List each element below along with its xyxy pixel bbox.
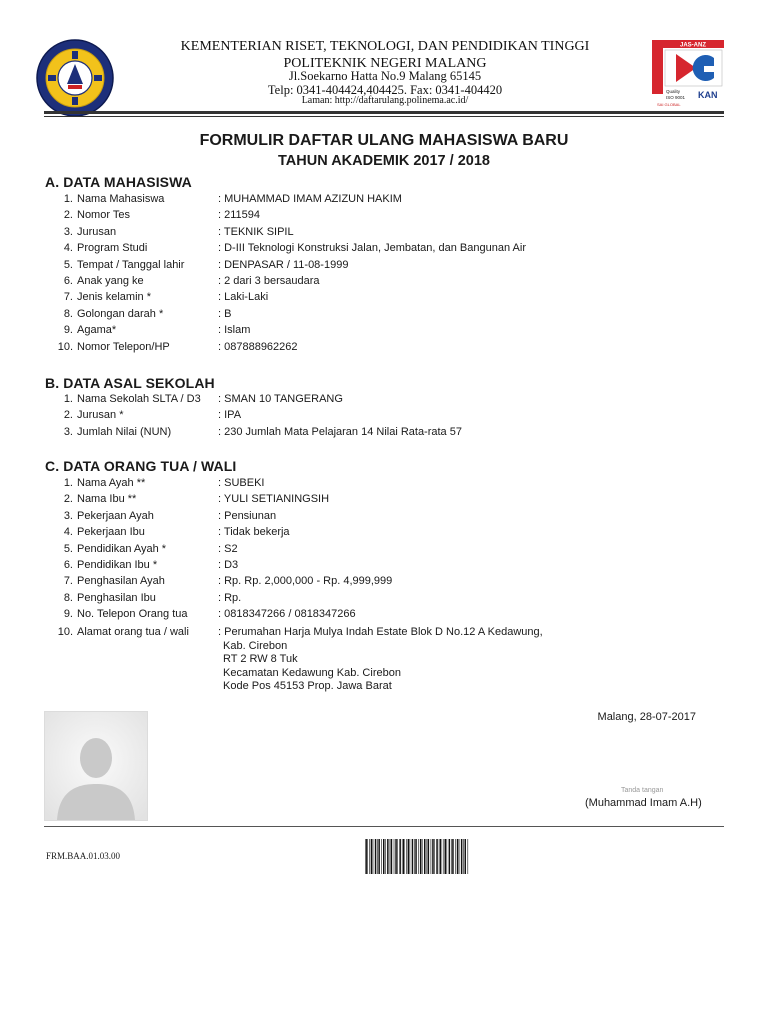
field-number: 3. [63, 425, 73, 438]
field-number: 5. [63, 542, 73, 555]
field-label-text: Pekerjaan Ayah [77, 509, 154, 522]
field-value: : 2 dari 3 bersaudara [218, 275, 320, 287]
header-ministry: KEMENTERIAN RISET, TEKNOLOGI, DAN PENDIDIKAN TINGGI [180, 39, 590, 54]
header-rule-thin [44, 116, 724, 117]
field-value: : 0818347266 / 0818347266 [218, 608, 356, 621]
field-value: : Tidak bekerja [218, 526, 290, 539]
footer-rule [44, 826, 724, 827]
field-value: : TEKNIK SIPIL [218, 225, 294, 238]
field-label-text: Nama Sekolah SLTA / D3 [77, 393, 201, 405]
field-label-text: Pekerjaan Ibu [77, 526, 145, 539]
field-number: 4. [63, 526, 73, 539]
field-label-text: Nama Ayah ** [77, 477, 146, 489]
field-row [0, 193, 768, 209]
form-title: FORMULIR DAFTAR ULANG MAHASISWA BARU [199, 132, 569, 149]
svg-text:ISO 9001: ISO 9001 [666, 95, 686, 100]
field-value: : Rp. [218, 591, 242, 604]
svg-text:Quality: Quality [666, 89, 681, 94]
field-value: : B [218, 307, 232, 320]
field-label [52, 393, 217, 405]
field-value: : D3 [218, 559, 239, 571]
field-value: : Islam [218, 324, 251, 337]
field-row [0, 477, 768, 493]
field-number: 2. [63, 409, 73, 422]
field-number: 1. [63, 393, 73, 405]
field-row [0, 275, 768, 291]
address-line: Kecamatan Kedawung Kab. Cirebon [223, 666, 401, 679]
field-label [52, 608, 217, 620]
field-label [52, 493, 217, 505]
field-number: 5. [63, 258, 73, 271]
header-website: Laman: http://daftarulang.polinema.ac.id/ [301, 95, 469, 106]
address-line: Kab. Cirebon [223, 639, 288, 652]
address-value [218, 626, 543, 694]
svg-text:JAS-ANZ: JAS-ANZ [679, 42, 707, 49]
field-value: : Pensiunan [218, 509, 277, 522]
field-label [52, 592, 217, 604]
field-number: 8. [63, 307, 73, 320]
field-label-text: Penghasilan Ibu [77, 591, 156, 604]
field-value: : 087888962262 [218, 340, 298, 353]
field-label [52, 426, 217, 438]
field-row [0, 308, 768, 324]
field-row [0, 209, 768, 225]
svg-text:KAN: KAN [698, 90, 718, 100]
field-row [0, 259, 768, 275]
signature-name: (Muhammad Imam A.H) [585, 797, 702, 809]
field-label [52, 275, 217, 287]
field-label-text: Jenis kelamin * [77, 291, 151, 304]
field-row [0, 409, 768, 425]
field-label-text: Tempat / Tanggal lahir [77, 258, 185, 271]
field-label [52, 324, 217, 336]
jas-anz-iso-certification-icon [652, 40, 724, 116]
field-row [0, 543, 768, 559]
field-number: 7. [63, 291, 73, 304]
field-row [0, 341, 768, 357]
field-row [0, 393, 768, 409]
polinema-seal-icon [35, 38, 115, 118]
field-value: : YULI SETIANINGSIH [218, 493, 330, 506]
address-line: : Perumahan Harja Mulya Indah Estate Blok D No.12 A Kedawung, [218, 626, 543, 638]
field-number: 3. [63, 509, 73, 522]
field-label [52, 409, 217, 421]
field-number: 8. [63, 591, 73, 604]
field-row [0, 291, 768, 307]
field-row [0, 510, 768, 526]
field-label-text: Program Studi [77, 242, 148, 255]
field-row [0, 242, 768, 258]
field-number: 4. [63, 242, 73, 255]
field-label [52, 543, 217, 555]
field-label-text: Jurusan * [77, 409, 124, 422]
field-value: : S2 [218, 542, 238, 555]
field-label [52, 575, 217, 587]
field-row [0, 226, 768, 242]
field-row [0, 324, 768, 340]
signature-caption: Tanda tangan [621, 787, 664, 794]
field-number: 1. [63, 193, 73, 205]
field-label-text: Anak yang ke [77, 275, 144, 287]
field-value: : 230 Jumlah Mata Pelajaran 14 Nilai Rata-rata 57 [218, 425, 462, 438]
field-value: : Laki-Laki [218, 291, 269, 304]
address-line: RT 2 RW 8 Tuk [223, 653, 298, 665]
field-value: : IPA [218, 409, 242, 422]
field-label [52, 477, 217, 489]
field-number: 3. [63, 225, 73, 238]
field-number: 2. [63, 209, 73, 222]
form-code: FRM.BAA.01.03.00 [46, 851, 121, 861]
field-label-text: Penghasilan Ayah [77, 575, 165, 588]
field-label [52, 308, 217, 320]
field-value: : D-III Teknologi Konstruksi Jalan, Jembatan, dan Bangunan Air [218, 242, 526, 255]
form-subtitle: TAHUN AKADEMIK 2017 / 2018 [278, 153, 490, 169]
field-label-text: Jurusan [77, 225, 117, 238]
field-row [0, 608, 768, 624]
field-number: 7. [63, 575, 73, 588]
field-label-text: Nomor Tes [77, 209, 130, 222]
header-rule-thick [44, 111, 724, 114]
address-line: Kode Pos 45153 Prop. Jawa Barat [223, 680, 392, 692]
signature-date: Malang, 28-07-2017 [597, 711, 696, 723]
field-label [52, 291, 217, 303]
field-number: 1. [63, 477, 73, 489]
field-number: 6. [63, 275, 73, 287]
field-row [0, 575, 768, 591]
field-label [52, 193, 217, 205]
field-number: 10. [57, 340, 73, 353]
header-address: Jl.Soekarno Hatta No.9 Malang 65145 [288, 69, 482, 83]
field-value: : SUBEKI [218, 477, 265, 489]
field-label [52, 226, 217, 238]
field-label [52, 526, 217, 538]
svg-text:SAI GLOBAL: SAI GLOBAL [657, 102, 681, 107]
address-label [52, 626, 217, 638]
field-number: 6. [63, 559, 73, 571]
student-photo [44, 711, 148, 821]
field-number: 2. [63, 493, 73, 506]
barcode-icon [365, 839, 470, 874]
header-phone: Telp: 0341-404424,404425. Fax: 0341-404420 [267, 83, 503, 97]
field-row [0, 426, 768, 442]
section-b-heading: B. DATA ASAL SEKOLAH [45, 375, 215, 391]
field-label [52, 259, 217, 271]
field-label-text: Nama Mahasiswa [77, 193, 165, 205]
field-value: : SMAN 10 TANGERANG [218, 393, 343, 405]
user-silhouette-icon [45, 712, 147, 820]
section-c-heading: C. DATA ORANG TUA / WALI [45, 458, 237, 474]
field-label-text: Jumlah Nilai (NUN) [77, 425, 172, 438]
field-value: : MUHAMMAD IMAM AZIZUN HAKIM [218, 193, 402, 205]
address-number: 10. [57, 626, 73, 638]
field-label-text: Pendidikan Ibu * [77, 559, 158, 571]
field-label [52, 341, 217, 353]
field-row [0, 592, 768, 608]
field-label-text: Pendidikan Ayah * [77, 542, 167, 555]
field-value: : 211594 [218, 209, 261, 222]
address-label-text: Alamat orang tua / wali [77, 626, 189, 638]
field-label [52, 242, 217, 254]
field-label-text: Golongan darah * [77, 307, 164, 320]
field-value: : DENPASAR / 11-08-1999 [218, 258, 349, 271]
field-label [52, 510, 217, 522]
field-value: : Rp. Rp. 2,000,000 - Rp. 4,999,999 [218, 575, 393, 588]
field-row [0, 493, 768, 509]
field-label-text: Nama Ibu ** [77, 493, 137, 506]
field-number: 9. [63, 608, 73, 621]
field-label-text: No. Telepon Orang tua [77, 608, 188, 621]
field-row [0, 526, 768, 542]
field-label-text: Agama* [77, 324, 117, 337]
field-label [52, 209, 217, 221]
field-row [0, 559, 768, 575]
section-a-heading: A. DATA MAHASISWA [45, 174, 192, 190]
field-label-text: Nomor Telepon/HP [77, 340, 170, 353]
header-institution: POLITEKNIK NEGERI MALANG [283, 56, 487, 71]
field-label [52, 559, 217, 571]
field-number: 9. [63, 324, 73, 337]
